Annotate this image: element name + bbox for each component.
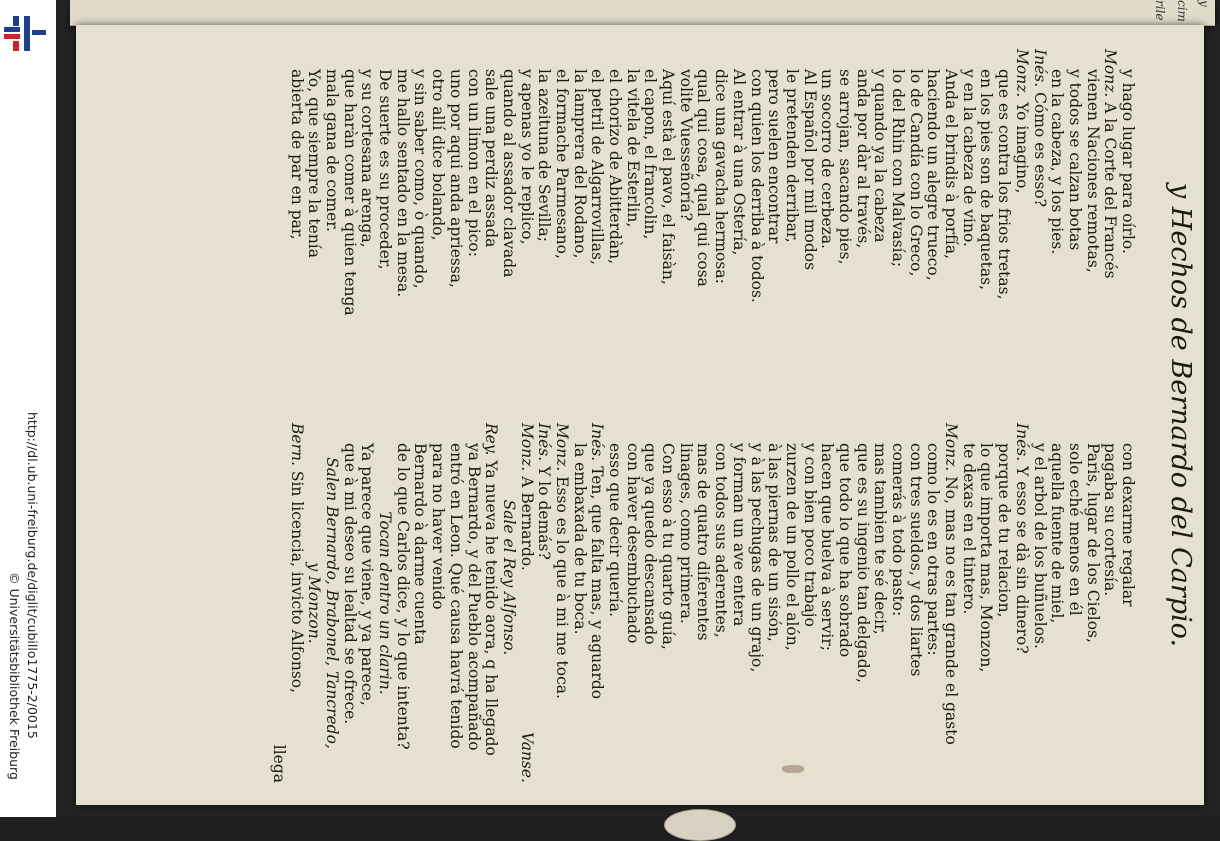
text-line	[853, 423, 871, 783]
verse-text: en la cabeza, y los pies.	[1048, 69, 1067, 255]
text-line	[906, 49, 924, 395]
stage-direction	[375, 423, 393, 783]
verse-text: y con bien poco trabajo	[800, 443, 819, 627]
text-line	[393, 49, 411, 395]
verse-text: quando al assador clavada	[499, 69, 518, 278]
verse-text: anda por dàr al través,	[853, 69, 872, 249]
verse-text: que haràn comer à quien tenga	[340, 69, 359, 316]
text-line	[358, 423, 376, 783]
text-line	[499, 49, 517, 395]
text-line	[924, 49, 942, 395]
verse-text: lo que importa mas, Monzon,	[977, 443, 996, 673]
verse-text: con dexarme regalar	[1119, 443, 1137, 607]
verse-text: y su cortesana arenga,	[358, 69, 377, 248]
text-line	[588, 49, 606, 395]
verse-text: como lo es en otras partes:	[924, 443, 943, 656]
text-line	[658, 423, 676, 783]
text-line	[517, 423, 535, 783]
verse-text: la embaxada de tu boca.	[570, 443, 589, 635]
text-line	[570, 49, 588, 395]
verse-text: mala gana de comer.	[323, 69, 342, 232]
verse-text: le pretenden derribar,	[782, 69, 801, 243]
verse-text: lo de Candía con lo Greco,	[906, 69, 925, 277]
text-line	[605, 423, 623, 783]
text-line	[287, 423, 305, 783]
text-line	[1030, 423, 1048, 783]
verse-text: hacen que buelva à servir;	[818, 443, 837, 652]
text-line	[676, 49, 694, 395]
stage-direction-text: Salen Bernardo, Brabonel, Tancredo,	[323, 457, 342, 749]
verse-text: qual qui cosa, qual qui cosa	[694, 69, 713, 287]
verse-text: y en la cabeza de vino.	[959, 69, 978, 247]
verse-text: que ya quedo descansado	[641, 443, 660, 645]
text-line	[729, 49, 747, 395]
text-line	[765, 49, 783, 395]
text-line	[1118, 423, 1136, 783]
text-line	[375, 49, 393, 395]
verse-text: Al Español por mil modos	[800, 69, 819, 271]
paper-stain	[782, 765, 804, 773]
verse-text: pagaba su cortesía.	[1101, 443, 1120, 597]
text-line	[906, 423, 924, 783]
verse-text: haciendo un alegre trueco,	[924, 69, 943, 281]
text-line	[1101, 49, 1119, 395]
text-line	[1065, 49, 1083, 395]
verse-text: lo del Rhin con Malvasía;	[889, 69, 908, 268]
verse-text: te dexas en el tintero.	[959, 443, 978, 615]
verse-text: el petril de Algarrovillas,	[588, 69, 607, 265]
text-line	[340, 49, 358, 395]
text-line	[712, 423, 730, 783]
text-line	[535, 49, 553, 395]
verse-text: Paris, lugar de los Cielos,	[1083, 443, 1102, 643]
verse-text: abierta de par en par,	[287, 69, 306, 240]
text-line	[446, 423, 464, 783]
stage-direction	[499, 423, 517, 783]
text-line	[959, 49, 977, 395]
verse-text: otro allí dice bolando,	[429, 69, 448, 241]
previous-page-fragment: y	[1197, 0, 1211, 7]
verse-text: vienen Naciones remotas,	[1083, 69, 1102, 273]
text-line	[1065, 423, 1083, 783]
verse-text: y el arbol de los buñuelos.	[1030, 443, 1049, 649]
text-line	[482, 423, 500, 783]
verse-text: la azeituna de Sevilla;	[535, 69, 554, 242]
verse-text: con haver desembuchado	[623, 443, 642, 644]
verse-text: volite Vuesseñoría?	[676, 69, 695, 222]
verse-text: el formache Parmesano,	[553, 69, 571, 259]
text-line	[835, 423, 853, 783]
copyright-notice: © Universitätsbibliothek Freiburg	[7, 572, 22, 780]
verse-text: en los pies son de baquetas,	[977, 69, 996, 290]
verse-text: y forman un ave entera	[729, 443, 748, 627]
verse-text: y hago lugar para oírlo.	[1119, 69, 1137, 254]
page-notch	[664, 809, 736, 841]
verse-text: comerás à todo pasto:	[889, 443, 908, 617]
text-line	[411, 423, 429, 783]
text-line	[871, 423, 889, 783]
verse-text: de lo que Carlos dice, y lo que intenta?	[393, 443, 412, 750]
text-line	[658, 49, 676, 395]
text-line	[623, 423, 641, 783]
verse-text: linages, como primera.	[676, 443, 695, 624]
speaker-name: Monz.	[1012, 49, 1031, 98]
stage-direction-text: Sale el Rey Alfonso.	[499, 499, 518, 656]
text-line	[305, 49, 323, 395]
verse-text: me hallo sentado en la mesa.	[393, 69, 412, 298]
verse-text: Y esso se dà sin dinero?	[1012, 466, 1031, 654]
text-line	[429, 49, 447, 395]
catchword	[269, 423, 287, 783]
verse-text: y sin saber como, ò quando,	[411, 69, 430, 289]
verse-text: solo eché menos en él	[1065, 443, 1084, 616]
verse-text: mas tambien te sé decir,	[871, 443, 890, 635]
verse-text: un socorro de cerbeza.	[818, 69, 837, 249]
stage-direction-text: Tocan dentro un clarin.	[376, 511, 395, 695]
verse-text: De suerte es su proceder,	[376, 69, 395, 270]
verse-text: zurzen de un pollo el alón,	[782, 443, 801, 651]
text-line	[941, 423, 959, 783]
verse-text: Al entrar à una Ostería,	[729, 69, 748, 256]
verse-text: porque de tu relacion,	[995, 443, 1014, 618]
text-line	[517, 49, 535, 395]
verse-text: No, mas no es tan grande el gasto	[942, 476, 961, 745]
text-line	[977, 423, 995, 783]
speaker-name: Monz.	[553, 423, 571, 472]
text-line	[1048, 423, 1066, 783]
text-line	[482, 49, 500, 395]
verse-text: y todos se calzan botas	[1065, 69, 1084, 251]
text-line	[871, 49, 889, 395]
verse-text: Yo, que siempre la tenía	[305, 69, 324, 258]
verse-text: para no haver venido	[429, 443, 448, 610]
speaker-name: Monz.	[1101, 49, 1120, 98]
text-line	[995, 49, 1013, 395]
text-line	[1048, 49, 1066, 395]
verse-text: Yo imagino,	[1012, 102, 1031, 194]
text-line	[800, 49, 818, 395]
speaker-name: Monz.	[942, 423, 961, 472]
verse-text: Ten, que falta mas, y aguardo	[588, 466, 607, 700]
text-line	[1012, 49, 1030, 395]
text-line	[411, 49, 429, 395]
text-line	[570, 423, 588, 783]
verse-text: Anda el brindis à porfía,	[942, 69, 961, 260]
previous-page-fragment: cim	[1175, 0, 1189, 22]
text-line	[959, 423, 977, 783]
verse-text: y apenas yo le replico,	[517, 69, 536, 245]
viewer-sidebar	[0, 0, 56, 817]
text-line	[446, 49, 464, 395]
book-page	[76, 25, 1204, 805]
right-column	[269, 423, 1136, 783]
text-line	[818, 423, 836, 783]
text-line	[995, 423, 1013, 783]
stage-direction	[305, 423, 323, 783]
verse-text: se arrojan, sacando pies,	[836, 69, 854, 265]
text-line	[623, 49, 641, 395]
text-line	[835, 49, 853, 395]
verse-text: con todos sus aderentes,	[712, 443, 731, 638]
speaker-name: Inés.	[588, 423, 607, 462]
exit-direction: Vanse.	[517, 731, 536, 783]
speaker-name: Rey.	[482, 423, 501, 456]
text-line	[552, 49, 570, 395]
text-line	[888, 423, 906, 783]
speaker-name: Bern.	[287, 423, 306, 466]
verse-text: Con esso à tu quarto guía,	[659, 443, 678, 650]
left-column	[287, 49, 1136, 395]
text-line	[605, 49, 623, 395]
verse-text: Bernardo à darme cuenta	[411, 443, 430, 645]
verse-text: el capon, el francolin,	[641, 69, 660, 240]
verse-text: A la Corte del Francés	[1101, 102, 1120, 279]
text-line	[676, 423, 694, 783]
text-line	[535, 423, 553, 783]
verse-text: Sin licencia, invicto Alfonso,	[287, 470, 306, 694]
verse-text: con tres sueldos, y dos liartes	[906, 443, 925, 677]
stage-direction-text: y Monzon.	[305, 562, 324, 644]
verse-text: con un limon en el pico:	[464, 69, 483, 257]
text-line	[1101, 423, 1119, 783]
verse-text: Cómo es esso?	[1030, 92, 1049, 208]
verse-text: uno por aqui anda apriessa,	[446, 69, 465, 288]
verse-text: Aquí està el pavo, el faisàn,	[659, 69, 678, 285]
text-line	[1083, 49, 1101, 395]
verse-text: que es contra los frios tretas,	[995, 69, 1014, 300]
page-title: y Hechos de Bernardo del Carpio.	[1165, 182, 1196, 648]
speaker-name: Inés.	[1030, 49, 1049, 88]
verse-text: que todo lo que ha sobrado	[836, 443, 854, 658]
text-line	[729, 423, 747, 783]
text-line	[322, 49, 340, 395]
previous-page-edge	[70, 0, 1215, 26]
verse-text: con quien los derriba à todos.	[747, 69, 766, 303]
text-line	[641, 423, 659, 783]
text-line	[712, 49, 730, 395]
verse-text: mas de quatro diferentes	[694, 443, 713, 641]
verse-text: dice una gavacha hermosa:	[712, 69, 731, 284]
verse-text: el chorizo de Abitterdàn,	[606, 69, 625, 265]
verse-text: entró en Leon. Qué causa havrá tenido	[446, 443, 465, 749]
text-line	[1030, 49, 1048, 395]
text-line	[924, 423, 942, 783]
text-line	[694, 49, 712, 395]
previous-page-fragment: rile	[1153, 0, 1167, 21]
speaker-name: Monz.	[517, 423, 536, 472]
text-line	[977, 49, 995, 395]
text-line	[1118, 49, 1136, 395]
catchword-text: llega	[270, 744, 288, 783]
document-url[interactable]: http://dl.ub.uni-freiburg.de/diglit/cubillo1775-2/0015	[25, 412, 40, 739]
text-line	[464, 423, 482, 783]
verse-text: la lamprera del Rodano,	[570, 69, 589, 259]
text-line	[782, 49, 800, 395]
text-line	[287, 49, 305, 395]
verse-text: Esso es lo que à mi me toca.	[553, 476, 571, 699]
text-line	[464, 49, 482, 395]
speaker-name: Inés.	[1012, 423, 1031, 462]
text-line	[800, 423, 818, 783]
speaker-name: Inés.	[535, 423, 554, 462]
text-line	[393, 423, 411, 783]
stage-direction	[322, 423, 340, 783]
text-line	[358, 49, 376, 395]
verse-text: aquella fuente de miel,	[1048, 443, 1067, 624]
text-line	[853, 49, 871, 395]
verse-text: que à mi deseo su lealtad se ofrece.	[340, 443, 359, 725]
text-line	[818, 49, 836, 395]
text-line	[1012, 423, 1030, 783]
text-line	[641, 49, 659, 395]
verse-text: y quando ya la cabeza	[871, 69, 890, 243]
page-text-block	[76, 25, 1204, 805]
text-line	[747, 49, 765, 395]
verse-text: que es su ingenio tan delgado,	[853, 443, 872, 683]
text-line	[1083, 423, 1101, 783]
verse-text: Ya parece que viene, y ya parece,	[358, 443, 377, 706]
text-line	[747, 423, 765, 783]
university-freiburg-logo-icon[interactable]	[2, 10, 46, 54]
verse-text: à las piernas de un sisón,	[765, 443, 784, 642]
text-line	[429, 423, 447, 783]
verse-text: la vitela de Esterlin,	[623, 69, 642, 228]
text-line	[765, 423, 783, 783]
verse-text: sale una perdiz assada	[482, 69, 501, 248]
verse-text: Y lo demás?	[535, 466, 554, 560]
text-line	[588, 423, 606, 783]
text-line	[340, 423, 358, 783]
verse-text: ya Bernardo, y del Pueblo acompañado	[464, 443, 483, 751]
text-line	[552, 423, 570, 783]
text-line	[694, 423, 712, 783]
verse-text: A Bernardo.	[517, 476, 536, 571]
verse-text: y à las pechugas de un grajo,	[747, 443, 766, 673]
verse-text: esso que decir quería.	[606, 443, 625, 618]
verse-text: Ya nueva he tenido aora, q ha llegado	[482, 460, 501, 756]
verse-text: pero suelen encontrar	[765, 69, 784, 244]
text-line	[888, 49, 906, 395]
text-line	[782, 423, 800, 783]
text-line	[941, 49, 959, 395]
